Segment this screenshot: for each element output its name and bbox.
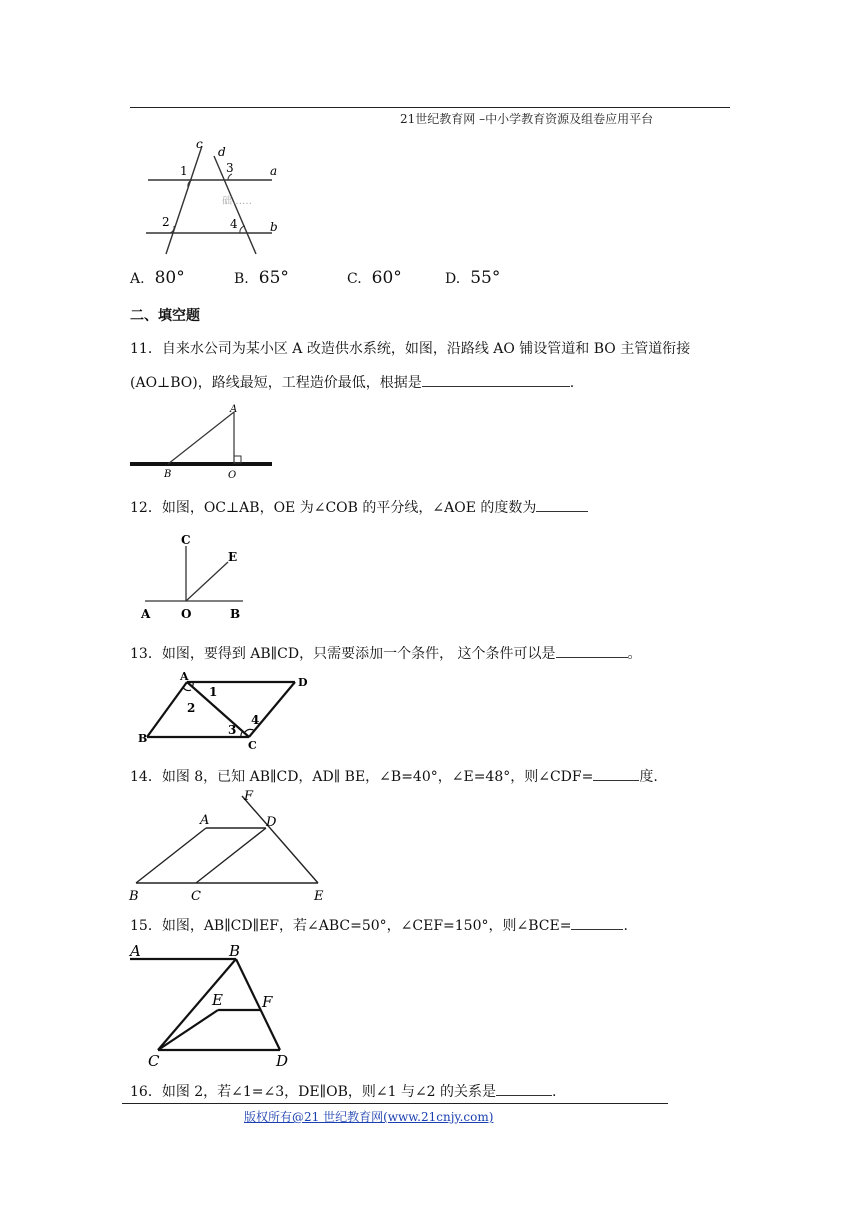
label-O: O xyxy=(228,470,237,480)
label-D: D xyxy=(266,815,277,830)
q11-figure xyxy=(130,402,275,480)
q12-text: 12．如图，OC⊥AB，OE 为∠COB 的平分线，∠AOE 的度数为 xyxy=(130,497,588,517)
segment-dc xyxy=(249,682,295,737)
q14-text: 14．如图 8，已知 AB∥CD，AD∥ BE，∠B=40°，∠E=48°，则∠CDF= 度. xyxy=(130,766,658,786)
footer-copyright-link[interactable]: 版权所有@21 世纪教育网(www.21cnjy.com) xyxy=(244,1110,494,1124)
q15-answer-blank xyxy=(571,915,623,930)
q14-answer-blank xyxy=(593,766,639,781)
q16-answer-blank xyxy=(496,1081,552,1096)
label-4: 4 xyxy=(251,713,260,727)
label-C: C xyxy=(148,1052,160,1070)
label-B: B xyxy=(230,607,241,621)
right-angle-mark xyxy=(234,456,241,463)
segment-ab xyxy=(147,682,187,737)
q11-answer-blank xyxy=(422,372,570,387)
option-b: B. 65° xyxy=(234,268,289,288)
q12-figure xyxy=(135,530,250,622)
label-B: B xyxy=(138,732,148,745)
label-A: A xyxy=(141,607,151,621)
label-3: 3 xyxy=(226,161,234,175)
label-2: 2 xyxy=(187,701,196,715)
label-3: 3 xyxy=(228,723,237,737)
option-c: C. 60° xyxy=(347,268,402,288)
option-a: A. 80° xyxy=(130,268,185,288)
label-C: C xyxy=(191,889,201,904)
label-D: D xyxy=(298,676,308,689)
label-B: B xyxy=(229,942,241,960)
footer-rule xyxy=(122,1103,668,1104)
diagonal-ac xyxy=(187,682,249,737)
q13-figure xyxy=(137,670,312,752)
q12-answer-blank xyxy=(536,497,588,512)
q15-text: 15．如图，AB∥CD∥EF，若∠ABC=50°，∠CEF=150°，则∠BCE= . xyxy=(130,915,628,935)
segment-cd xyxy=(196,828,266,883)
q14-figure xyxy=(128,790,328,905)
label-B: B xyxy=(164,469,172,480)
header-rule xyxy=(130,107,730,108)
segment-ab xyxy=(168,412,234,464)
label-B: B xyxy=(129,889,139,904)
q13-answer-blank xyxy=(556,643,628,658)
label-A: A xyxy=(130,942,141,960)
label-C: C xyxy=(248,739,257,752)
q15-figure xyxy=(128,940,298,1070)
label-A: A xyxy=(180,670,189,683)
label-E: E xyxy=(314,889,324,904)
label-D: D xyxy=(276,1052,289,1070)
segment-ba xyxy=(136,828,206,883)
label-2: 2 xyxy=(162,215,170,229)
label-E: E xyxy=(228,550,238,564)
q11-line1: 11．自来水公司为某小区 A 改造供水系统，如图，沿路线 AO 铺设管道和 BO 主管道衔接 xyxy=(130,341,691,357)
label-d: d xyxy=(218,145,226,159)
watermark: 础…… xyxy=(222,196,252,207)
option-d: D. 55° xyxy=(445,268,501,288)
ray-oe xyxy=(186,562,228,601)
segment-bc xyxy=(158,959,236,1050)
label-1: 1 xyxy=(209,685,218,699)
label-1: 1 xyxy=(180,164,188,178)
label-c: c xyxy=(196,138,203,151)
line-c xyxy=(166,146,202,254)
label-4: 4 xyxy=(230,217,238,231)
label-E: E xyxy=(212,991,223,1009)
line-ef xyxy=(242,796,318,883)
section-title: 二、填空题 xyxy=(130,308,200,324)
label-b: b xyxy=(270,220,278,234)
q10-figure xyxy=(140,138,290,258)
header-text: 21世纪教育网 –中小学教育资源及组卷应用平台 xyxy=(400,112,654,126)
label-a: a xyxy=(270,164,278,178)
label-A: A xyxy=(200,813,210,828)
label-F: F xyxy=(244,790,254,804)
q13-text: 13．如图，要得到 AB∥CD，只需要添加一个条件， 这个条件可以是 。 xyxy=(130,643,642,663)
label-C: C xyxy=(181,533,191,547)
segment-bd xyxy=(236,959,280,1050)
q11-line2: (AO⊥BO)，路线最短，工程造价最低，根据是 . xyxy=(130,372,574,392)
label-F: F xyxy=(262,993,273,1011)
label-O: O xyxy=(181,607,192,621)
q16-text: 16．如图 2，若∠1=∠3，DE∥OB，则∠1 与∠2 的关系是 . xyxy=(130,1081,556,1101)
label-A: A xyxy=(230,404,238,415)
